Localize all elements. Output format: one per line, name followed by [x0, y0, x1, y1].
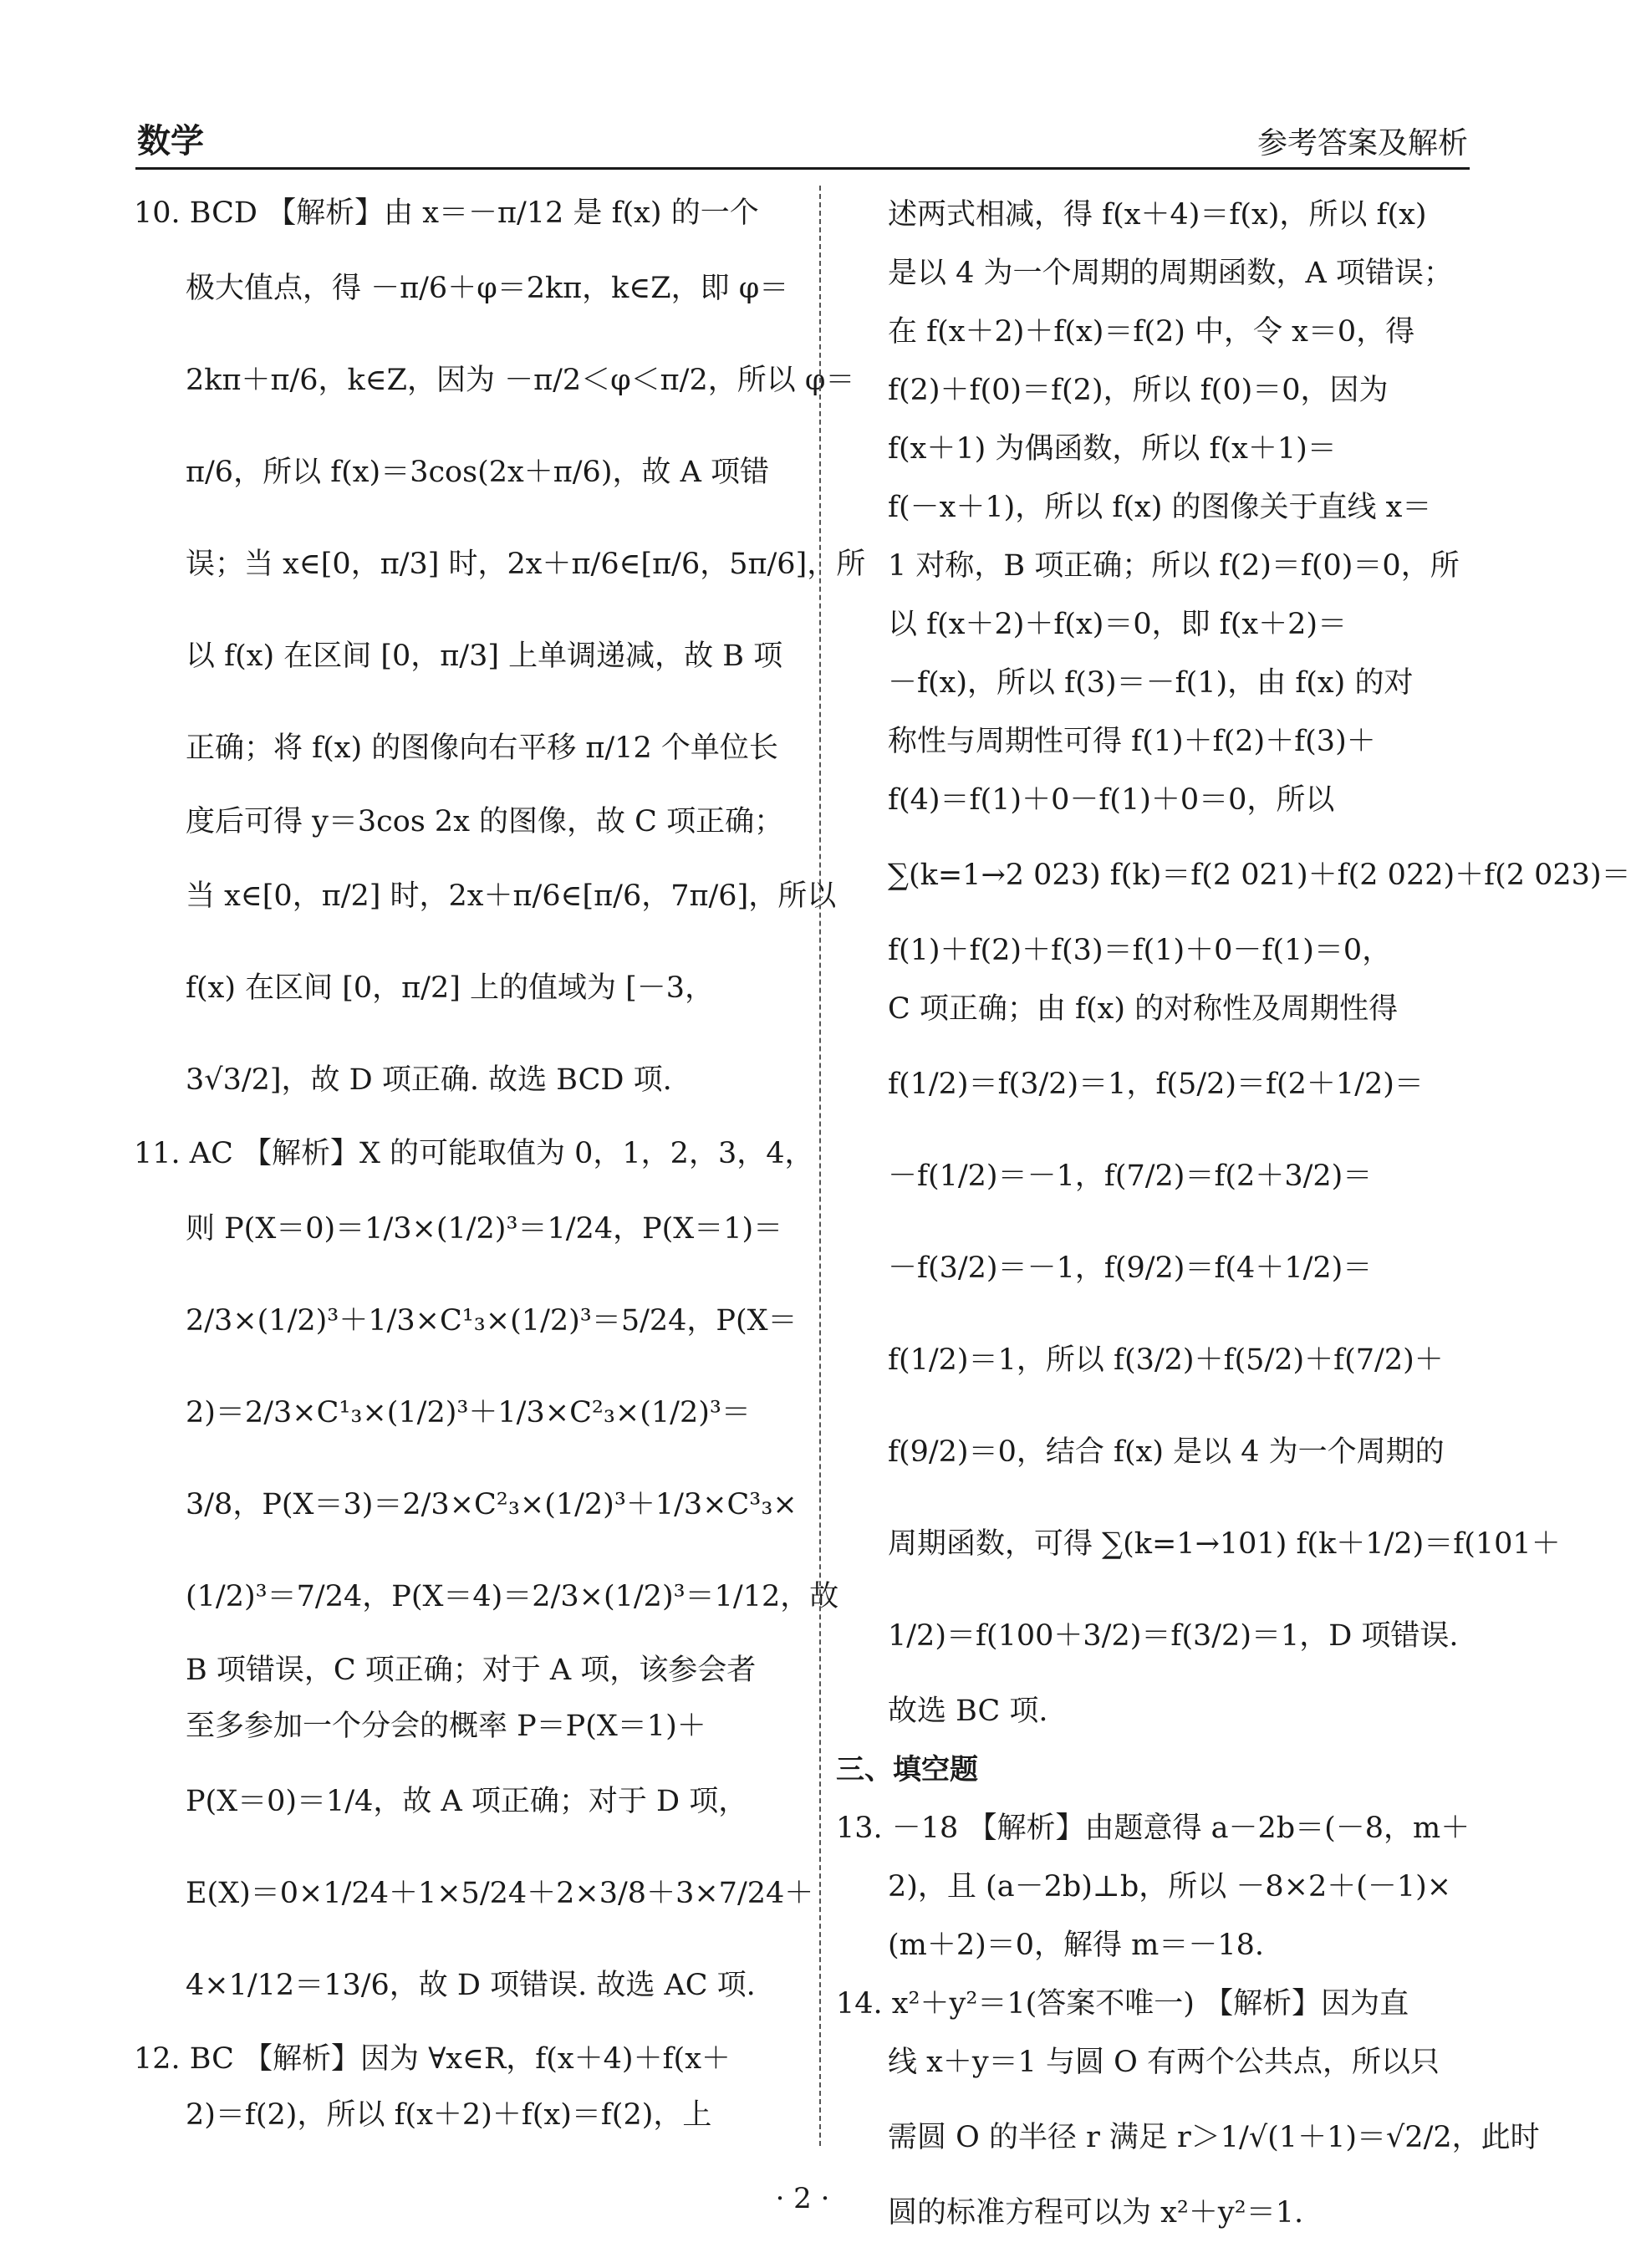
text-line: 1 对称，B 项正确；所以 f(2)＝f(0)＝0，所 [888, 549, 1460, 583]
text-line: π/6，所以 f(x)＝3cos(2x＋π/6)，故 A 项错 [186, 455, 770, 489]
subject-title: 数学 [137, 122, 204, 161]
text-line: 需圆 O 的半径 r 满足 r＞1/√(1＋1)＝√2/2，此时 [888, 2121, 1540, 2154]
text-line: 线 x＋y＝1 与圆 O 有两个公共点，所以只 [888, 2046, 1440, 2079]
section-title: 参考答案及解析 [1256, 126, 1468, 161]
text-line: C 项正确；由 f(x) 的对称性及周期性得 [888, 992, 1399, 1026]
text-line: 误；当 x∈[0，π/3] 时，2x＋π/6∈[π/6，5π/6]，所 [186, 547, 866, 581]
text-line: 圆的标准方程可以为 x²＋y²＝1. [888, 2196, 1304, 2230]
text-line: 述两式相减，得 f(x＋4)＝f(x)，所以 f(x) [888, 198, 1427, 232]
text-line: ∑(k=1→2 023) f(k)＝f(2 021)＋f(2 022)＋f(2 023)＝ [888, 859, 1631, 892]
text-line: 以 f(x＋2)＋f(x)＝0，即 f(x＋2)＝ [888, 608, 1348, 641]
text-line: 以 f(x) 在区间 [0，π/3] 上单调递减，故 B 项 [186, 639, 783, 673]
text-line: 故选 BC 项. [888, 1695, 1048, 1728]
text-line: 周期函数，可得 ∑(k=1→101) f(k＋1/2)＝f(101＋ [888, 1527, 1561, 1561]
text-line: 当 x∈[0，π/2] 时，2x＋π/6∈[π/6，7π/6]，所以 [186, 879, 837, 913]
text-line: f(1)＋f(2)＋f(3)＝f(1)＋0－f(1)＝0， [888, 934, 1392, 967]
text-line: 2)＝f(2)，所以 f(x＋2)＋f(x)＝f(2)，上 [186, 2098, 712, 2132]
text-line: f(1/2)＝f(3/2)＝1，f(5/2)＝f(2＋1/2)＝ [888, 1068, 1424, 1101]
text-line: －f(x)，所以 f(3)＝－f(1)，由 f(x) 的对 [888, 666, 1414, 700]
text-line: 则 P(X＝0)＝1/3×(1/2)³＝1/24，P(X＝1)＝ [186, 1211, 783, 1246]
text-line: 极大值点，得 －π/6＋φ＝2kπ，k∈Z，即 φ＝ [186, 271, 789, 305]
text-line: 至多参加一个分会的概率 P＝P(X＝1)＋ [186, 1710, 706, 1743]
text-line: －f(1/2)＝－1，f(7/2)＝f(2＋3/2)＝ [888, 1159, 1373, 1193]
text-line: P(X＝0)＝1/4，故 A 项正确；对于 D 项， [186, 1784, 748, 1818]
left-column [134, 186, 866, 2158]
text-line: 13. －18 【解析】由题意得 a－2b＝(－8，m＋ [836, 1812, 1470, 1845]
text-line: B 项错误，C 项正确；对于 A 项，该参会者 [186, 1653, 757, 1687]
text-line: 12. BC 【解析】因为 ∀x∈R，f(x＋4)＋f(x＋ [134, 2041, 731, 2076]
text-line: 3/8，P(X＝3)＝2/3×C²₃×(1/2)³＋1/3×C³₃× [186, 1487, 798, 1521]
text-line: E(X)＝0×1/24＋1×5/24＋2×3/8＋3×7/24＋ [186, 1876, 814, 1910]
text-line: 2)，且 (a－2b)⊥b，所以 －8×2＋(－1)× [888, 1870, 1452, 1904]
text-line: (1/2)³＝7/24，P(X＝4)＝2/3×(1/2)³＝1/12，故 [186, 1579, 839, 1613]
text-line: 11. AC 【解析】X 的可能取值为 0，1，2，3，4， [134, 1137, 814, 1170]
text-line: (m＋2)＝0，解得 m＝－18. [888, 1929, 1265, 1962]
text-line: 4×1/12＝13/6，故 D 项错误. 故选 AC 项. [186, 1968, 756, 2002]
text-line: 3√3/2]，故 D 项正确. 故选 BCD 项. [186, 1063, 672, 1097]
text-line: 度后可得 y＝3cos 2x 的图像，故 C 项正确； [186, 804, 784, 838]
text-line: f(x＋1) 为偶函数，所以 f(x＋1)＝ [888, 432, 1337, 466]
text-line: f(1/2)＝1，所以 f(3/2)＋f(5/2)＋f(7/2)＋ [888, 1343, 1444, 1377]
text-line: f(2)＋f(0)＝f(2)，所以 f(0)＝0，因为 [888, 374, 1389, 407]
text-line: 2kπ＋π/6，k∈Z，因为 －π/2＜φ＜π/2，所以 φ＝ [186, 363, 855, 397]
text-line: f(－x＋1)，所以 f(x) 的图像关于直线 x＝ [888, 491, 1432, 524]
section-heading: 三、填空题 [836, 1753, 978, 1786]
text-line: 14. x²＋y²＝1(答案不唯一) 【解析】因为直 [836, 1987, 1409, 2021]
text-line: 1/2)＝f(100＋3/2)＝f(3/2)＝1，D 项错误. [888, 1619, 1459, 1653]
text-line: f(x) 在区间 [0，π/2] 上的值域为 [－3， [186, 971, 715, 1005]
text-line: f(9/2)＝0，结合 f(x) 是以 4 为一个周期的 [888, 1435, 1445, 1469]
column-divider [819, 186, 821, 2146]
page-number: · 2 · [775, 2182, 830, 2215]
text-line: f(4)＝f(1)＋0－f(1)＋0＝0，所以 [888, 783, 1335, 817]
text-line: 2)＝2/3×C¹₃×(1/2)³＋1/3×C²₃×(1/2)³＝ [186, 1395, 751, 1430]
text-line: －f(3/2)＝－1，f(9/2)＝f(4＋1/2)＝ [888, 1251, 1373, 1285]
text-line: 10. BCD 【解析】由 x＝－π/12 是 f(x) 的一个 [134, 196, 759, 230]
text-line: 正确；将 f(x) 的图像向右平移 π/12 个单位长 [186, 731, 778, 765]
text-line: 2/3×(1/2)³＋1/3×C¹₃×(1/2)³＝5/24，P(X＝ [186, 1303, 798, 1338]
text-line: 称性与周期性可得 f(1)＋f(2)＋f(3)＋ [888, 725, 1376, 758]
right-column [836, 186, 1631, 2230]
text-line: 是以 4 为一个周期的周期函数，A 项错误； [888, 257, 1453, 290]
text-line: 在 f(x＋2)＋f(x)＝f(2) 中，令 x＝0，得 [888, 315, 1415, 349]
page-header [135, 117, 1470, 170]
